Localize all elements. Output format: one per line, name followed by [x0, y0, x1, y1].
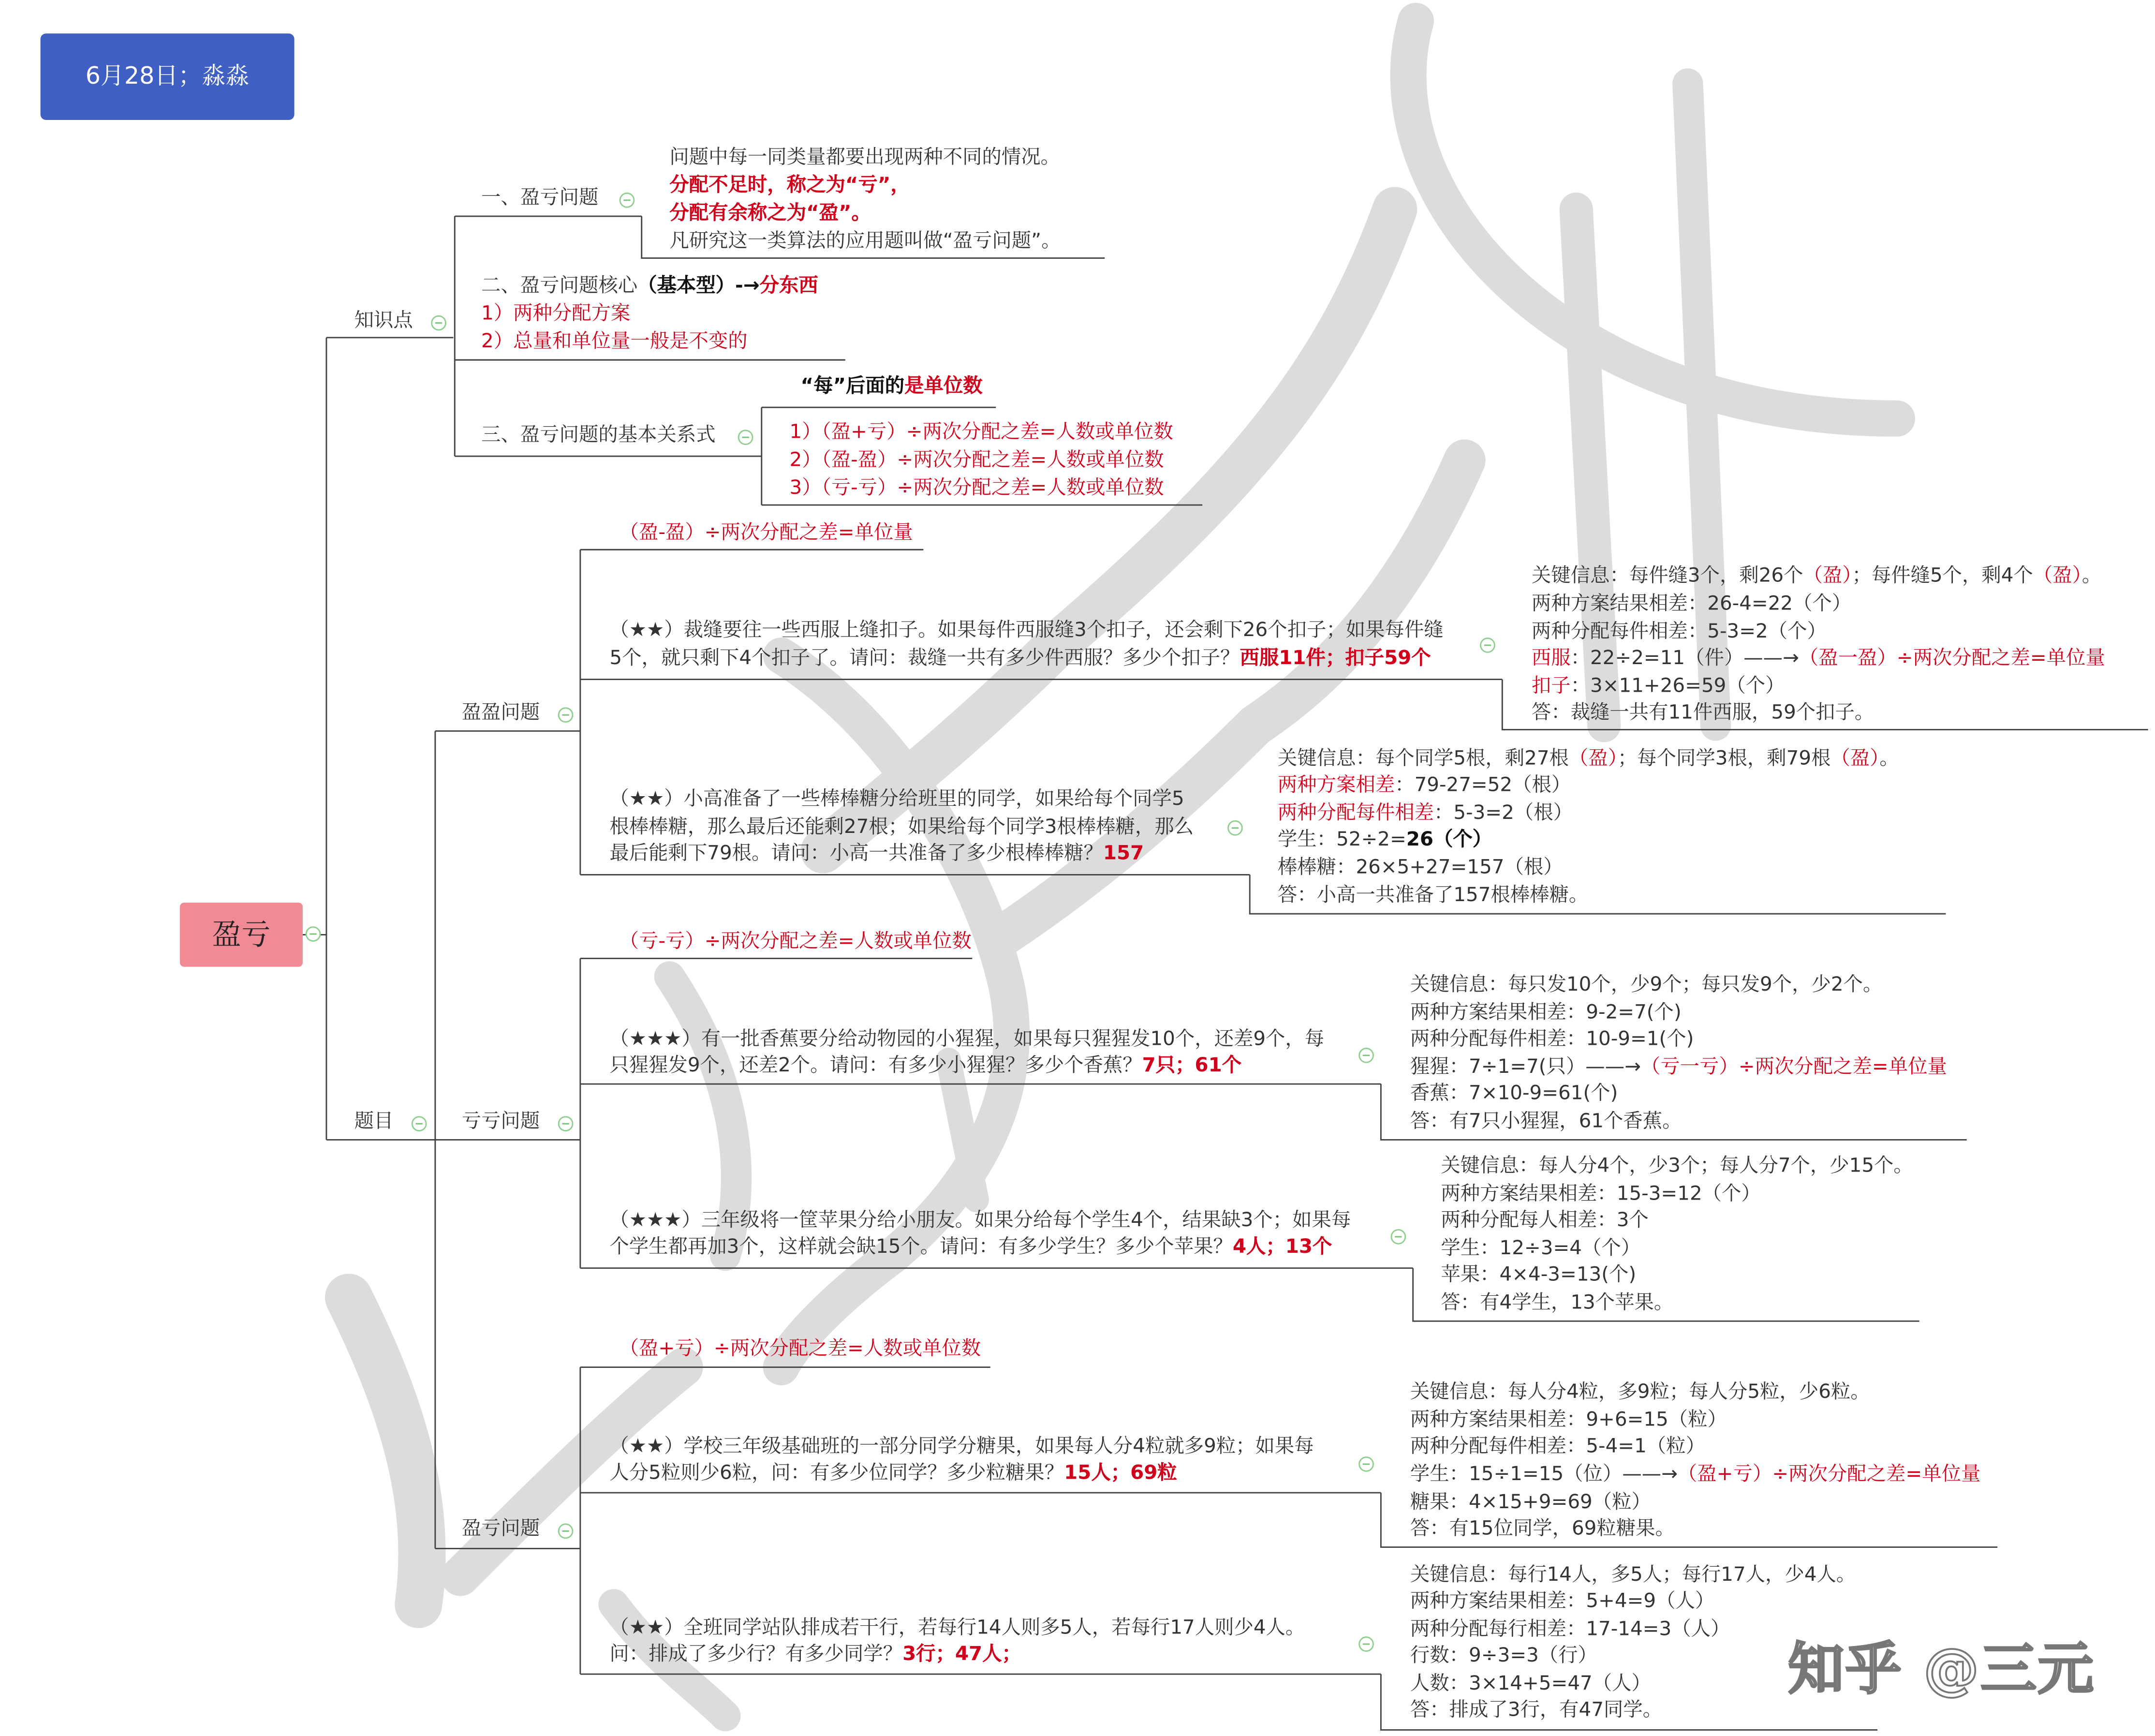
yy-q1-sol-2: 两种方案结果相差：26-4=22（个）	[1531, 593, 1852, 615]
collapse-topics-icon[interactable]	[412, 1116, 427, 1131]
kk-formula: （亏-亏）÷两次分配之差=人数或单位数	[619, 930, 972, 953]
kk-q2-line-1[interactable]: （★★★）三年级将一筐苹果分给小朋友。如果分给每个学生4个，结果缺3个；如果每	[609, 1209, 1351, 1232]
yy-q1-line-2[interactable]: 5个，就只剩下4个扣子了。请问：裁缝一共有多少件西服？多少个扣子？西服11件；扣子59个	[609, 647, 1431, 670]
topics-node[interactable]: 题目	[354, 1110, 394, 1133]
yk-formula: （盈+亏）÷两次分配之差=人数或单位数	[619, 1337, 981, 1361]
yy-q1-line-1[interactable]: （★★）裁缝要往一些西服上缝扣子。如果每件西服缝3个扣子，还会剩下26个扣子；如果每件缝	[609, 619, 1444, 642]
s3-formula-2: 2）（盈-盈）÷两次分配之差=人数或单位数	[789, 449, 1164, 472]
yk-q2-line-1[interactable]: （★★）全班同学站队排成若干行，若每行14人则多5人，若每行17人则少4人。	[609, 1617, 1305, 1639]
kk-q1-sol-3: 两种分配每件相差：10-9=1(个)	[1410, 1028, 1694, 1051]
yy-q2-line-1[interactable]: （★★）小高准备了一些棒棒糖分给班里的同学，如果给每个同学5	[609, 788, 1184, 811]
kk-q2-line-2[interactable]: 个学生都再加3个，这样就会缺15个。请问：有多少学生？多少个苹果？4人；13个	[609, 1236, 1332, 1259]
yy-q2-sol-3: 两种分配每件相差：5-3=2（根）	[1277, 802, 1573, 825]
yy-q1-sol-5: 扣子：3×11+26=59（个）	[1531, 675, 1785, 698]
s1-line-1: 问题中每一同类量都要出现两种不同的情况。	[669, 146, 1060, 169]
yy-q1-sol-4: 西服：22÷2=11（件）——→（盈一盈）÷两次分配之差=单位量	[1531, 647, 2105, 670]
yy-q2-sol-4: 学生：52÷2=26（个）	[1277, 829, 1492, 851]
collapse-s1-icon[interactable]	[620, 193, 635, 208]
s3-formula-1: 1）（盈+亏）÷两次分配之差=人数或单位数	[789, 421, 1173, 444]
date-tag: 6月28日；淼淼	[41, 33, 295, 120]
collapse-yy-icon[interactable]	[558, 707, 574, 723]
knowledge-s2-title[interactable]: 二、盈亏问题核心（基本型）-→分东西	[481, 275, 818, 297]
collapse-knowledge-icon[interactable]	[431, 315, 446, 331]
yk-q2-sol-5: 人数：3×14+5=47（人）	[1410, 1673, 1651, 1695]
yy-q2-line-2[interactable]: 根棒棒糖，那么最后还能剩27根；如果给每个同学3根棒棒糖，那么	[609, 816, 1194, 839]
collapse-kk-icon[interactable]	[558, 1116, 574, 1131]
yy-q2-line-3[interactable]: 最后能剩下79根。请问：小高一共准备了多少根棒棒糖？157	[609, 843, 1144, 865]
collapse-yy-q1-icon[interactable]	[1480, 638, 1495, 653]
kk-q1-line-1[interactable]: （★★★）有一批香蕉要分给动物园的小猩猩，如果每只猩猩发10个，还差9个，每	[609, 1028, 1325, 1051]
yy-q2-sol-2: 两种方案相差：79-27=52（根）	[1277, 774, 1571, 797]
yk-q2-sol-2: 两种方案结果相差：5+4=9（人）	[1410, 1590, 1715, 1613]
kk-q2-sol-6: 答：有4学生，13个苹果。	[1441, 1291, 1674, 1314]
kk-q1-sol-2: 两种方案结果相差：9-2=7(个)	[1410, 1001, 1682, 1024]
collapse-kk-q1-icon[interactable]	[1358, 1048, 1374, 1063]
brand-watermark: 知乎 @三元	[1788, 1638, 2095, 1702]
yk-q2-sol-4: 行数：9÷3=3（行）	[1410, 1645, 1597, 1667]
yy-q1-sol-3: 两种分配每件相差：5-3=2（个）	[1531, 621, 1827, 643]
yy-q2-sol-6: 答：小高一共准备了157根棒棒糖。	[1277, 884, 1589, 907]
collapse-yk-q2-icon[interactable]	[1358, 1636, 1374, 1652]
yy-formula: （盈-盈）÷两次分配之差=单位量	[619, 521, 913, 544]
collapse-kk-q2-icon[interactable]	[1391, 1229, 1406, 1245]
yk-node[interactable]: 盈亏问题	[461, 1518, 540, 1541]
s2-line-2: 2）总量和单位量一般是不变的	[481, 330, 748, 353]
s1-line-4: 凡研究这一类算法的应用题叫做“盈亏问题”。	[669, 230, 1061, 253]
s1-line-2: 分配不足时，称之为“亏”，	[669, 174, 910, 197]
kk-q1-sol-5: 香蕉：7×10-9=61(个)	[1410, 1083, 1618, 1105]
s3-formula-3: 3）（亏-亏）÷两次分配之差=人数或单位数	[789, 477, 1164, 500]
yy-q2-sol-5: 棒棒糖：26×5+27=157（根）	[1277, 856, 1563, 879]
knowledge-node[interactable]: 知识点	[354, 310, 413, 332]
kk-q1-line-2[interactable]: 只猩猩发9个，还差2个。请问：有多少小猩猩？多少个香蕉？7只；61个	[609, 1054, 1242, 1077]
kk-q2-sol-3: 两种分配每人相差：3个	[1441, 1209, 1649, 1232]
kk-q2-sol-5: 苹果：4×4-3=13(个)	[1441, 1264, 1637, 1287]
kk-q1-sol-1: 关键信息：每只发10个，少9个；每只发9个，少2个。	[1410, 974, 1883, 996]
yk-q2-line-2[interactable]: 问：排成了多少行？有多少同学？3行；47人；	[609, 1643, 1021, 1666]
s1-line-3: 分配有余称之为“盈”。	[669, 202, 871, 225]
kk-q1-sol-4: 猩猩：7÷1=7(只）——→（亏一亏）÷两次分配之差=单位量	[1410, 1056, 1947, 1079]
yk-q1-line-2[interactable]: 人分5粒则少6粒，问：有多少位同学？多少粒糖果？15人；69粒	[609, 1462, 1177, 1484]
yy-q1-sol-6: 答：裁缝一共有11件西服，59个扣子。	[1531, 701, 1875, 724]
collapse-s3-icon[interactable]	[738, 430, 753, 445]
kk-q2-sol-1: 关键信息：每人分4个，少3个；每人分7个，少15个。	[1441, 1155, 1913, 1178]
collapse-yy-q2-icon[interactable]	[1227, 820, 1243, 836]
kk-q2-sol-4: 学生：12÷3=4（个）	[1441, 1237, 1641, 1260]
collapse-yk-icon[interactable]	[558, 1524, 574, 1539]
knowledge-s1-title[interactable]: 一、盈亏问题	[481, 187, 599, 209]
collapse-root-icon[interactable]	[306, 926, 321, 942]
kk-q1-sol-6: 答：有7只小猩猩，61个香蕉。	[1410, 1110, 1682, 1133]
s2-line-1: 1）两种分配方案	[481, 302, 631, 326]
yk-q1-line-1[interactable]: （★★）学校三年级基础班的一部分同学分糖果，如果每人分4粒就多9粒；如果每	[609, 1435, 1314, 1458]
yy-q1-sol-1: 关键信息：每件缝3个，剩26个（盈）；每件缝5个，剩4个（盈）。	[1531, 565, 2102, 588]
kk-q2-sol-2: 两种方案结果相差：15-3=12（个）	[1441, 1183, 1761, 1205]
yk-q2-sol-6: 答：排成了3行，有47同学。	[1410, 1699, 1663, 1722]
yk-q1-sol-5: 糖果：4×15+9=69（粒）	[1410, 1491, 1651, 1514]
yk-q1-sol-6: 答：有15位同学，69粒糖果。	[1410, 1518, 1675, 1541]
root-node[interactable]: 盈亏	[180, 903, 303, 967]
yk-q1-sol-3: 两种分配每件相差：5-4=1（粒）	[1410, 1435, 1705, 1458]
s3-note: “每”后面的是单位数	[800, 375, 983, 398]
yk-q1-sol-1: 关键信息：每人分4粒，多9粒；每人分5粒，少6粒。	[1410, 1381, 1870, 1404]
yk-q1-sol-2: 两种方案结果相差：9+6=15（粒）	[1410, 1409, 1727, 1432]
knowledge-s3-title[interactable]: 三、盈亏问题的基本关系式	[481, 424, 716, 446]
yk-q2-sol-3: 两种分配每行相差：17-14=3（人）	[1410, 1618, 1730, 1641]
kk-node[interactable]: 亏亏问题	[461, 1110, 540, 1133]
yy-q2-sol-1: 关键信息：每个同学5根，剩27根（盈）；每个同学3根，剩79根（盈）。	[1277, 747, 1899, 771]
yk-q2-sol-1: 关键信息：每行14人，多5人；每行17人，少4人。	[1410, 1564, 1856, 1587]
collapse-yk-q1-icon[interactable]	[1358, 1456, 1374, 1472]
yk-q1-sol-4: 学生：15÷1=15（位）——→（盈+亏）÷两次分配之差=单位量	[1410, 1463, 1981, 1486]
yy-node[interactable]: 盈盈问题	[461, 701, 540, 724]
